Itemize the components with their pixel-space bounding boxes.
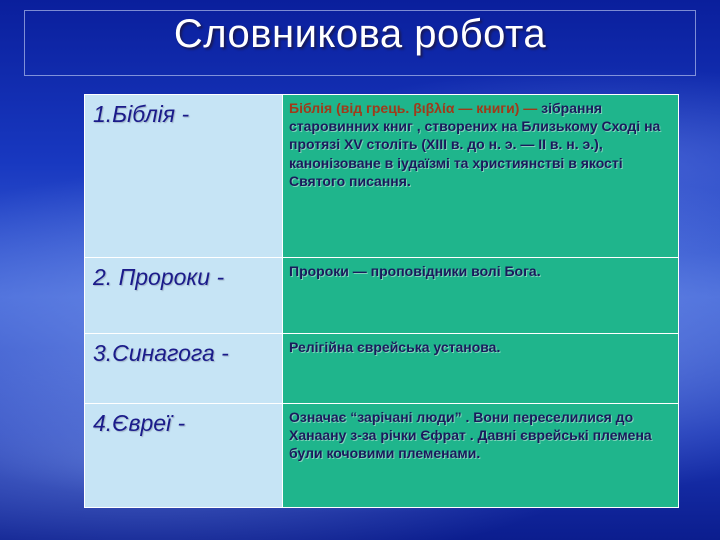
definition-text: зібрання старовинних книг , створених на Близькому Сході на протязі XV століть (XIII в. до н. э. — II в. н. э.), канонізоване в іудаїзмі та християнстві в якості Святого писання. [289, 100, 661, 189]
table-row [85, 334, 679, 404]
definition-cell: Означає “зарічані люди” . Вони переселилися до Ханаану з-за річки Єфрат . Давні єврейські племена були кочовими племенами. [283, 404, 679, 508]
term-cell: 1.Біблія - [85, 95, 283, 258]
vocabulary-table [84, 94, 679, 508]
definition-lead: Біблія (від грець. βιβλία — книги) — [289, 100, 538, 116]
table-row [85, 404, 679, 508]
slide-title: Словникова робота [173, 12, 547, 56]
definition-cell: Пророки — проповідники волі Бога. [283, 258, 679, 334]
definition-cell [283, 95, 679, 258]
definition-cell: Релігійна єврейська установа. [283, 334, 679, 404]
table-row [85, 95, 679, 258]
term-cell: 4.Євреї - [85, 404, 283, 508]
term-cell: 3.Синагога - [85, 334, 283, 404]
term-cell: 2. Пророки - [85, 258, 283, 334]
table-row [85, 258, 679, 334]
